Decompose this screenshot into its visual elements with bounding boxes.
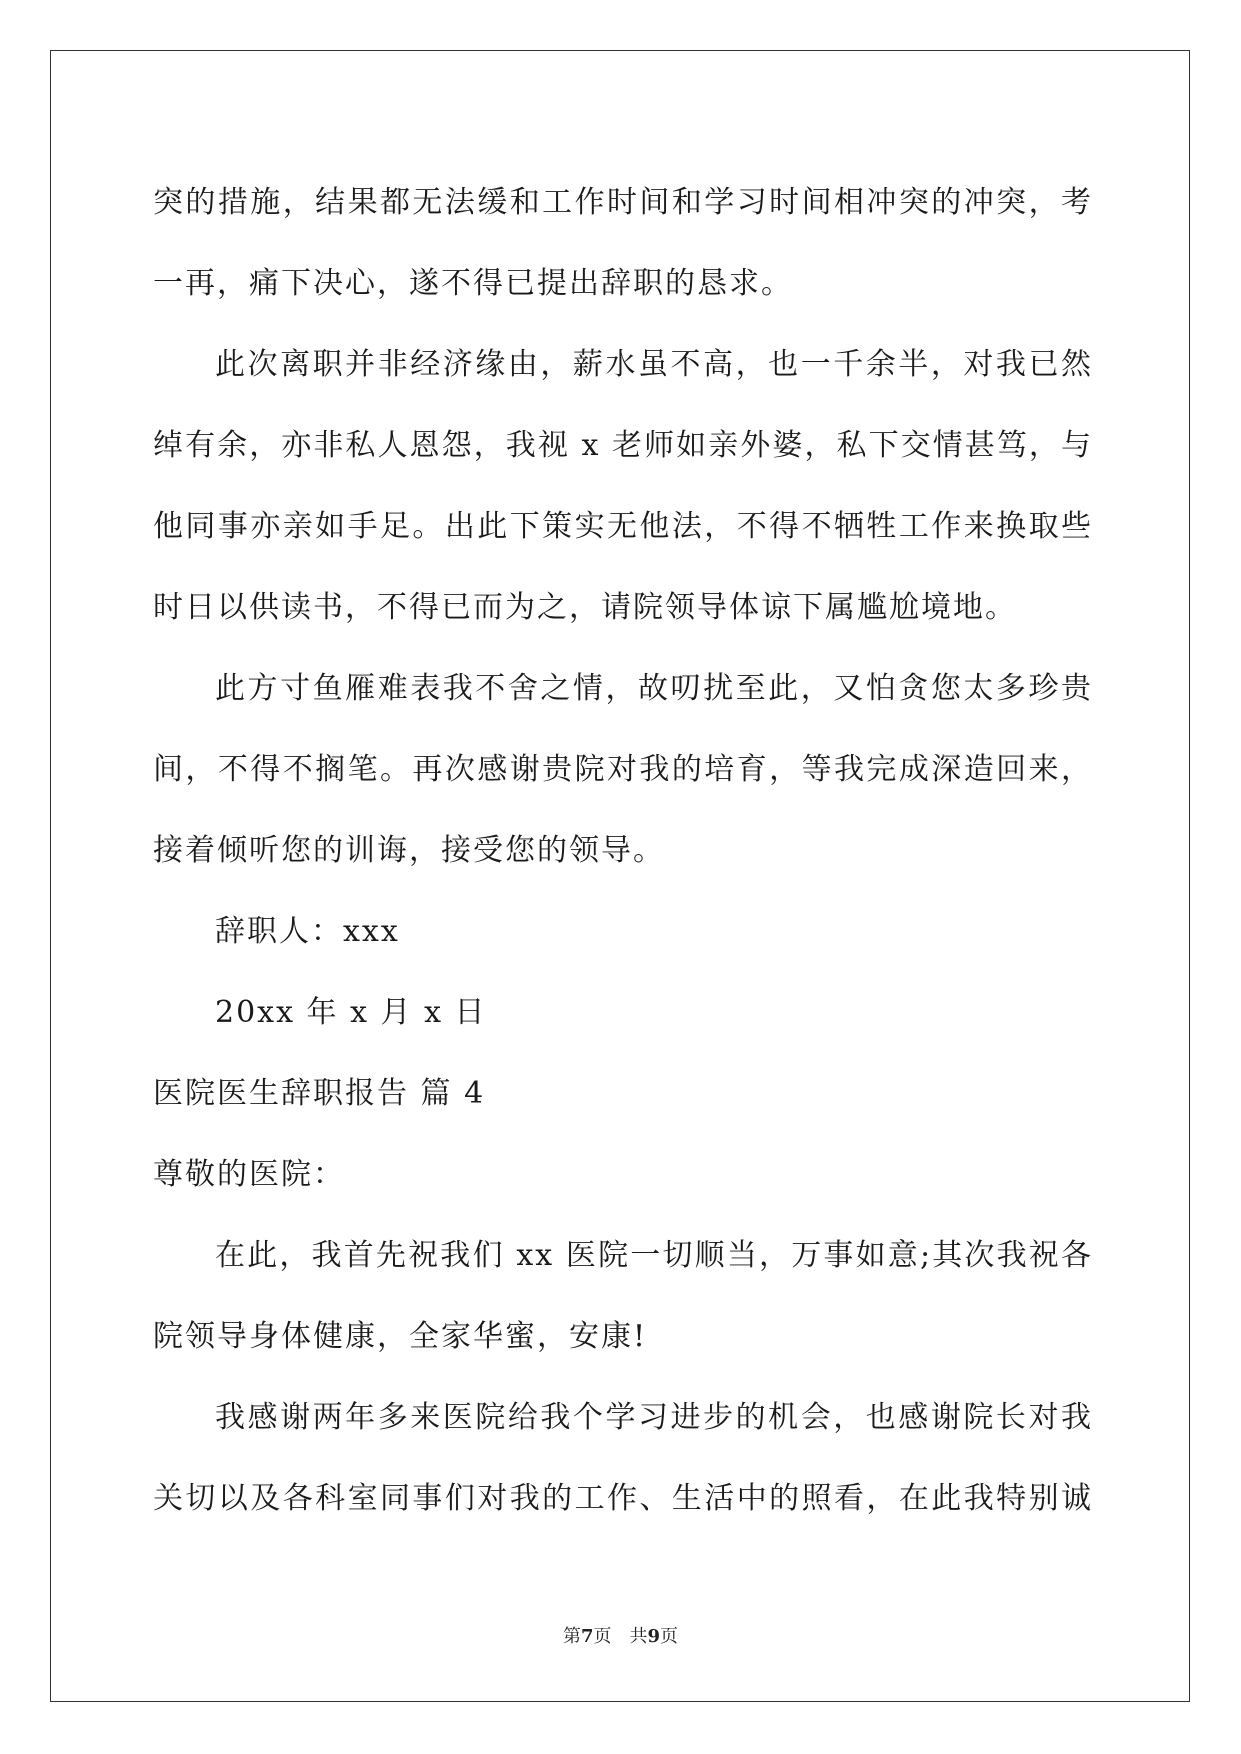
text-line-2: 一再，痛下决心，遂不得已提出辞职的恳求。 [153,266,793,301]
document-body [153,162,1093,1539]
text-line-15: 院领导身体健康，全家华蜜，安康! [153,1319,648,1354]
text-line-9: 接着倾听您的训诲，接受您的领导。 [153,833,665,868]
footer-middle: 页 共 [593,1626,648,1647]
text-line-14: 在此，我首先祝我们 xx 医院一切顺当，万事如意;其次我祝各 [215,1238,1093,1273]
section-heading: 医院医生辞职报告 篇 4 [153,1076,486,1111]
text-line-3: 此次离职并非经济缘由，薪水虽不高，也一千余半，对我已然 [215,347,1093,382]
text-line-6: 时日以供读书，不得已而为之，请院领导体谅下属尴尬境地。 [153,590,1017,625]
current-page-number: 7 [580,1626,594,1647]
signature-line: 辞职人：xxx [215,914,400,949]
text-line-7: 此方寸鱼雁难表我不舍之情，故叨扰至此，又怕贪您太多珍贵 [215,671,1093,706]
footer-suffix: 页 [660,1626,679,1647]
text-line-1: 突的措施，结果都无法缓和工作时间和学习时间相冲突的冲突，考 [153,185,1093,220]
date-line: 20xx 年 x 月 x 日 [215,995,487,1030]
page-footer [0,1625,1241,1649]
salutation: 尊敬的医院： [153,1157,345,1192]
total-pages-number: 9 [647,1626,661,1647]
text-line-17: 关切以及各科室同事们对我的工作、生活中的照看，在此我特别诚 [153,1481,1093,1516]
text-line-4: 绰有余，亦非私人恩怨，我视 x 老师如亲外婆，私下交情甚笃，与 [153,428,1093,463]
text-line-16: 我感谢两年多来医院给我个学习进步的机会，也感谢院长对我 [215,1400,1093,1435]
text-line-8: 间，不得不搁笔。再次感谢贵院对我的培育，等我完成深造回来， [153,752,1093,787]
footer-prefix: 第 [562,1626,581,1647]
text-line-5: 他同事亦亲如手足。出此下策实无他法，不得不牺牲工作来换取些 [153,509,1093,544]
